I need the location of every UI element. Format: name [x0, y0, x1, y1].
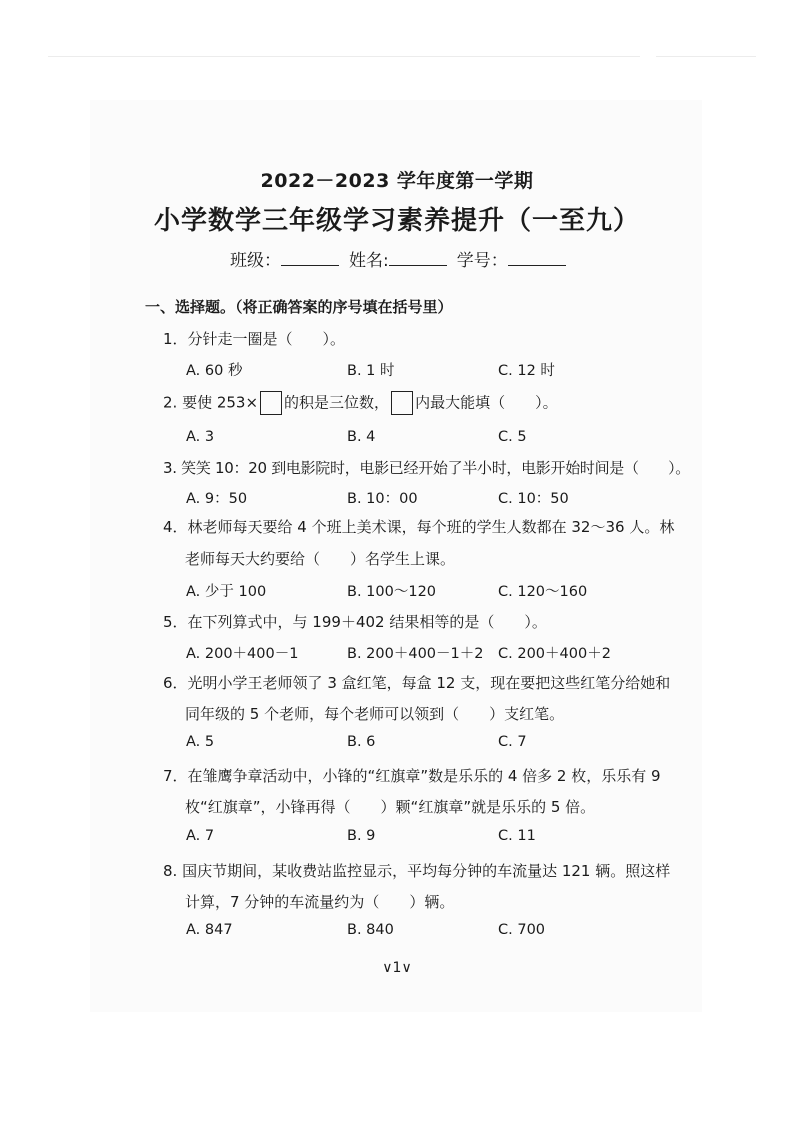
q6-option-a: A. 5: [186, 734, 215, 750]
q8-option-b: B. 840: [347, 922, 394, 938]
q8-option-c: C. 700: [498, 922, 546, 938]
page-title: 小学数学三年级学习素养提升（一至九）: [153, 206, 640, 236]
answer-box: [260, 391, 282, 415]
question-3: 3. 笑笑 10：20 到电影院时，电影已经开始了半小时，电影开始时间是（ ）。: [163, 459, 690, 477]
question-1: 1．分针走一圈是（ ）。: [163, 330, 346, 348]
question-6-line-1: 6．光明小学王老师领了 3 盒红笔，每盒 12 支，现在要把这些红笔分给她和: [163, 674, 671, 692]
q7-option-c: C. 11: [498, 828, 536, 844]
school-year: 2022－2023 学年度第一学期: [260, 170, 534, 192]
q5-option-b: B. 200＋400－1＋2: [347, 646, 484, 662]
name-blank: [389, 251, 447, 266]
q1-option-a: A. 60 秒: [186, 363, 243, 379]
id-label: 学号：: [456, 251, 508, 271]
q4-option-a: A. 少于 100: [186, 584, 267, 600]
q6-option-c: C. 7: [498, 734, 527, 750]
question-2: [163, 391, 558, 415]
class-blank: [281, 251, 339, 266]
question-7-line-1: 7．在雏鹰争章活动中，小锋的“红旗章”数是乐乐的 4 倍多 2 枚，乐乐有 9: [163, 767, 661, 785]
q5-option-a: A. 200＋400－1: [186, 646, 299, 662]
question-4-line-2: 老师每天大约要给（ ）名学生上课。: [185, 550, 456, 568]
name-label: 姓名:: [349, 251, 389, 271]
q3-option-b: B. 10：00: [347, 491, 418, 507]
q7-option-a: A. 7: [186, 828, 215, 844]
student-info: [230, 246, 566, 271]
top-rule-left: [48, 56, 640, 57]
question-8-line-1: 8. 国庆节期间，某收费站监控显示，平均每分钟的车流量达 121 辆。照这样: [163, 862, 671, 880]
top-rule-right: [656, 56, 756, 57]
q2-option-a: A. 3: [186, 429, 215, 445]
q3-option-a: A. 9：50: [186, 491, 248, 507]
question-8-line-2: 计算，7 分钟的车流量约为（ ）辆。: [185, 893, 455, 911]
question-5: 5．在下列算式中，与 199＋402 结果相等的是（ ）。: [163, 613, 547, 631]
section-title: 一、选择题。（将正确答案的序号填在括号里）: [145, 298, 453, 316]
q5-option-c: C. 200＋400＋2: [498, 646, 611, 662]
question-4-line-1: 4．林老师每天要给 4 个班上美术课，每个班的学生人数都在 32～36 人。林: [163, 518, 675, 536]
q4-option-c: C. 120～160: [498, 584, 588, 600]
q2-text-mid: 的积是三位数，: [284, 393, 390, 412]
q4-option-b: B. 100～120: [347, 584, 437, 600]
q2-option-c: C. 5: [498, 429, 527, 445]
q2-text-pre: 2. 要使 253×: [163, 393, 259, 412]
q6-option-b: B. 6: [347, 734, 376, 750]
q3-option-c: C. 10：50: [498, 491, 569, 507]
question-7-line-2: 枚“红旗章”，小锋再得（ ）颗“红旗章”就是乐乐的 5 倍。: [185, 798, 596, 816]
question-6-line-2: 同年级的 5 个老师，每个老师可以领到（ ）支红笔。: [185, 705, 565, 723]
answer-box: [391, 391, 413, 415]
q1-option-b: B. 1 时: [347, 363, 395, 379]
q7-option-b: B. 9: [347, 828, 376, 844]
q8-option-a: A. 847: [186, 922, 233, 938]
class-label: 班级：: [230, 251, 281, 271]
q2-option-b: B. 4: [347, 429, 376, 445]
id-blank: [508, 251, 566, 266]
page-number: ∨1∨: [382, 960, 412, 976]
q1-option-c: C. 12 时: [498, 363, 555, 379]
q2-text-post: 内最大能填（ ）。: [415, 393, 558, 412]
